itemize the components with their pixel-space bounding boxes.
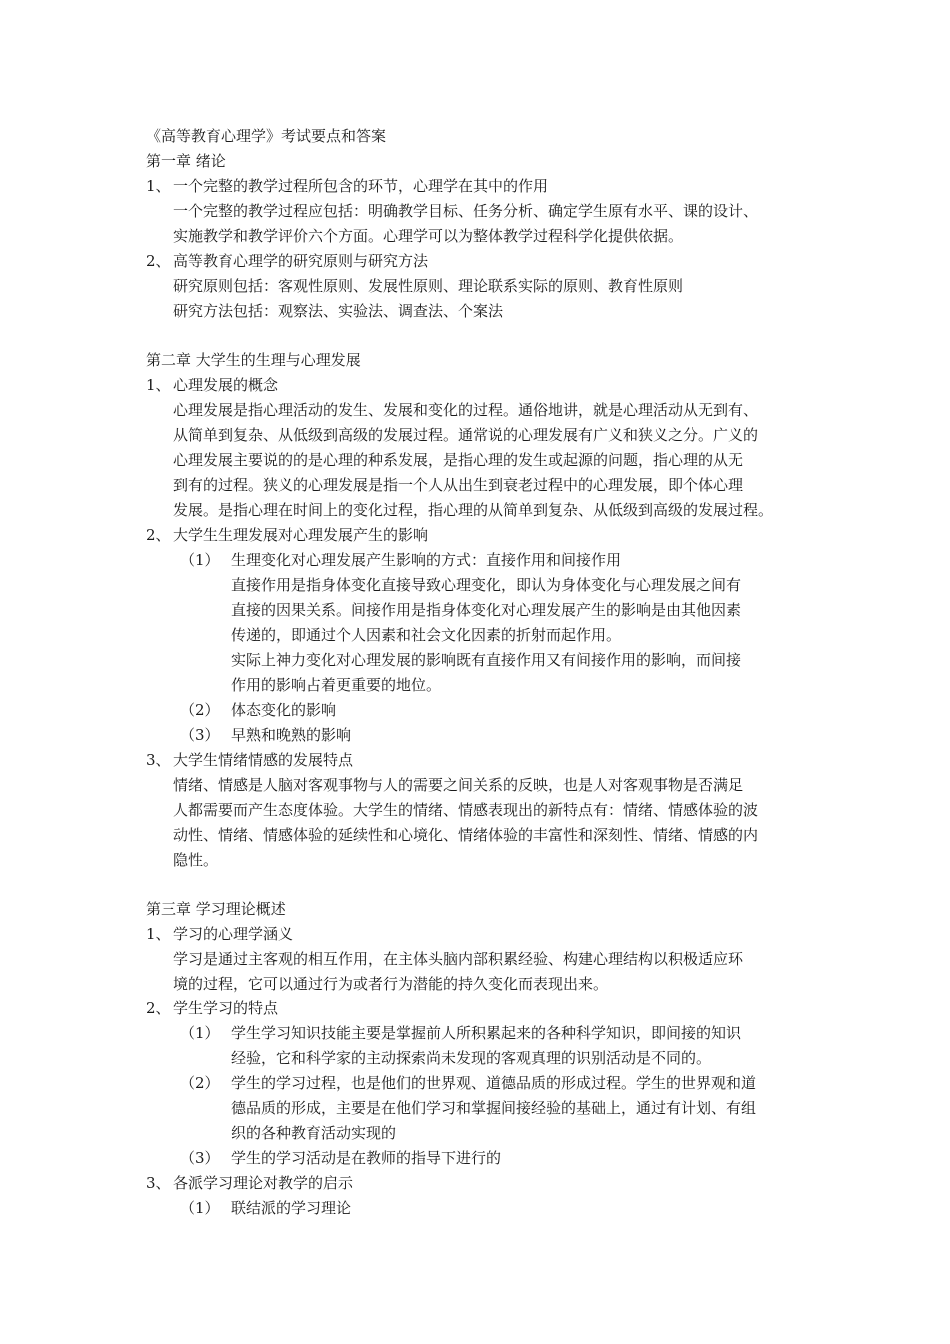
item-title: 学生学习的特点 xyxy=(173,999,279,1017)
paragraph-line: 从简单到复杂、从低级到高级的发展过程。通常说的心理发展有广义和狭义之分。广义的 xyxy=(173,426,759,444)
chapter-1-title: 第一章 绪论 xyxy=(146,152,226,170)
paragraph-line: 传递的，即通过个人因素和社会文化因素的折射而起作用。 xyxy=(231,626,622,644)
item-title: 各派学习理论对教学的启示 xyxy=(173,1174,354,1192)
item-title: 大学生情绪情感的发展特点 xyxy=(173,751,354,769)
paragraph-line: 境的过程，它可以通过行为或者行为潜能的持久变化而表现出来。 xyxy=(173,975,609,993)
item-number: 2、 xyxy=(146,999,171,1017)
item-title: 大学生生理发展对心理发展产生的影响 xyxy=(173,526,429,544)
item-title: 一个完整的教学过程所包含的环节，心理学在其中的作用 xyxy=(173,177,549,195)
paragraph-line: 到有的过程。狭义的心理发展是指一个人从出生到衰老过程中的心理发展，即个体心理 xyxy=(173,476,744,494)
paragraph-line: 研究方法包括：观察法、实验法、调查法、个案法 xyxy=(173,302,504,320)
paragraph-line: 情绪、情感是人脑对客观事物与人的需要之间关系的反映，也是人对客观事物是否满足 xyxy=(173,776,744,794)
item-number: 1、 xyxy=(146,376,171,394)
sub-item-number: （3） xyxy=(180,726,220,744)
paragraph-line: 学生的学习过程，也是他们的世界观、道德品质的形成过程。学生的世界观和道 xyxy=(231,1074,757,1092)
paragraph-line: 发展。是指心理在时间上的变化过程，指心理的从简单到复杂、从低级到高级的发展过程。 xyxy=(173,501,774,519)
paragraph-line: 动性、情绪、情感体验的延续性和心境化、情绪体验的丰富性和深刻性、情绪、情感的内 xyxy=(173,826,759,844)
item-number: 3、 xyxy=(146,1174,171,1192)
sub-item-number: （3） xyxy=(180,1149,220,1167)
sub-item-title: 体态变化的影响 xyxy=(231,701,337,719)
paragraph-line: 学习是通过主客观的相互作用，在主体头脑内部积累经验、构建心理结构以积极适应环 xyxy=(173,950,744,968)
document-title: 《高等教育心理学》考试要点和答案 xyxy=(146,127,387,145)
chapter-3-title: 第三章 学习理论概述 xyxy=(146,900,286,918)
item-title: 高等教育心理学的研究原则与研究方法 xyxy=(173,252,429,270)
paragraph-line: 德品质的形成，主要是在他们学习和掌握间接经验的基础上，通过有计划、有组 xyxy=(231,1099,757,1117)
chapter-2-title: 第二章 大学生的生理与心理发展 xyxy=(146,351,361,369)
item-number: 2、 xyxy=(146,526,171,544)
paragraph-line: 心理发展主要说的的是心理的种系发展，是指心理的发生或起源的问题，指心理的从无 xyxy=(173,451,744,469)
item-number: 2、 xyxy=(146,252,171,270)
item-number: 1、 xyxy=(146,177,171,195)
paragraph-line: 学生学习知识技能主要是掌握前人所积累起来的各种科学知识，即间接的知识 xyxy=(231,1024,742,1042)
sub-item-title: 联结派的学习理论 xyxy=(231,1199,352,1217)
paragraph-line: 织的各种教育活动实现的 xyxy=(231,1124,397,1142)
sub-item-number: （1） xyxy=(180,1199,220,1217)
paragraph-line: 研究原则包括：客观性原则、发展性原则、理论联系实际的原则、教育性原则 xyxy=(173,277,684,295)
item-title: 心理发展的概念 xyxy=(173,376,279,394)
item-number: 1、 xyxy=(146,925,171,943)
paragraph-line: 直接的因果关系。间接作用是指身体变化对心理发展产生的影响是由其他因素 xyxy=(231,601,742,619)
paragraph-line: 一个完整的教学过程应包括：明确教学目标、任务分析、确定学生原有水平、课的设计、 xyxy=(173,202,759,220)
paragraph-line: 隐性。 xyxy=(173,851,219,869)
sub-item-number: （1） xyxy=(180,551,220,569)
sub-item-title: 早熟和晚熟的影响 xyxy=(231,726,352,744)
paragraph-line: 人都需要而产生态度体验。大学生的情绪、情感表现出的新特点有：情绪、情感体验的波 xyxy=(173,801,759,819)
paragraph-line: 实际上神力变化对心理发展的影响既有直接作用又有间接作用的影响，而间接 xyxy=(231,651,742,669)
paragraph-line: 直接作用是指身体变化直接导致心理变化，即认为身体变化与心理发展之间有 xyxy=(231,576,742,594)
item-title: 学习的心理学涵义 xyxy=(173,925,294,943)
paragraph-line: 经验，它和科学家的主动探索尚未发现的客观真理的识别活动是不同的。 xyxy=(231,1049,712,1067)
sub-item-title: 生理变化对心理发展产生影响的方式：直接作用和间接作用 xyxy=(231,551,622,569)
sub-item-number: （2） xyxy=(180,701,220,719)
paragraph-line: 作用的影响占着更重要的地位。 xyxy=(231,676,442,694)
paragraph-line: 学生的学习活动是在教师的指导下进行的 xyxy=(231,1149,502,1167)
sub-item-number: （1） xyxy=(180,1024,220,1042)
paragraph-line: 心理发展是指心理活动的发生、发展和变化的过程。通俗地讲，就是心理活动从无到有、 xyxy=(173,401,759,419)
sub-item-number: （2） xyxy=(180,1074,220,1092)
item-number: 3、 xyxy=(146,751,171,769)
paragraph-line: 实施教学和教学评价六个方面。心理学可以为整体教学过程科学化提供依据。 xyxy=(173,227,684,245)
